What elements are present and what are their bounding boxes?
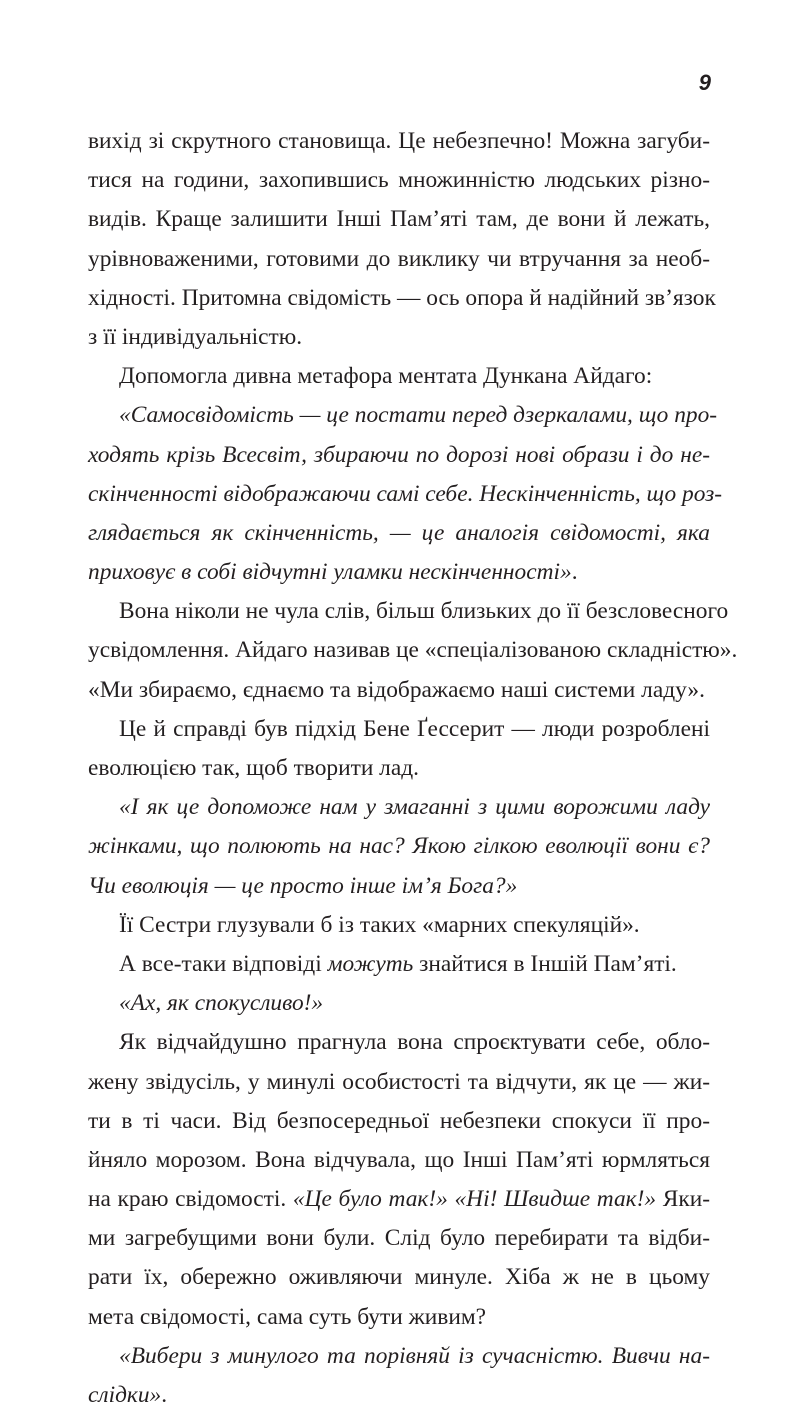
- text-line: [88, 357, 710, 396]
- text-line: [88, 279, 716, 318]
- text-line: [88, 710, 710, 749]
- text-segment: Її Сестри глузували б із таких «марних спекуляцій».: [119, 911, 640, 938]
- text-segment: хідності. Притомна свідомість — ось опора й надійний зв’язок: [88, 284, 716, 311]
- body-text: [88, 122, 738, 1415]
- italic-text: «Самосвідомість — це постати перед дзеркалами, що про-: [119, 402, 718, 429]
- text-line: [88, 553, 710, 592]
- text-line: [88, 749, 710, 788]
- italic-text: жінками, що полюють на нас? Якою гілкою еволюції вони є?: [88, 833, 710, 860]
- text-line: [88, 788, 710, 827]
- italic-text: скінченності відображаючи самі себе. Нескінченність, що роз-: [88, 480, 723, 507]
- text-segment: ти в ті часи. Від безпосередньої небезпеки спокуси її про-: [88, 1107, 710, 1134]
- text-segment: жену звідусіль, у минулі особистості та відчути, як це — жи-: [88, 1068, 710, 1095]
- text-segment: Як відчайдушно прагнула вона спроєктувати себе, обло-: [119, 1029, 710, 1056]
- text-line: [88, 1141, 710, 1180]
- text-line: [88, 514, 710, 553]
- text-segment: тися на години, захопившись множинністю людських різно-: [88, 167, 710, 194]
- italic-text: можуть: [327, 950, 414, 977]
- text-segment: йняло морозом. Вона відчувала, що Інші Пам’яті юрмляться: [88, 1146, 710, 1173]
- text-line: [88, 1298, 710, 1337]
- text-segment: .: [571, 559, 578, 586]
- text-segment: урівноваженими, готовими до виклику чи втручання за необ-: [88, 245, 710, 272]
- text-segment: Яки-: [656, 1186, 711, 1213]
- italic-text: «Ах, як спокусливо!»: [119, 990, 324, 1017]
- text-segment: ми загребущими вони були. Слід було перебирати та відби-: [88, 1225, 710, 1252]
- text-line: [88, 436, 710, 475]
- italic-text: «Вибери з минулого та порівняй із сучасністю. Вивчи на-: [119, 1342, 710, 1369]
- text-line: [88, 592, 729, 631]
- text-line: [88, 631, 738, 670]
- text-segment: вихід зі скрутного становища. Це небезпечно! Можна загуби-: [88, 128, 710, 154]
- text-line: [88, 1219, 710, 1258]
- text-line: [88, 827, 710, 866]
- text-segment: .: [161, 1382, 168, 1408]
- text-segment: еволюцією так, щоб творити лад.: [88, 755, 419, 781]
- text-line: [88, 1337, 710, 1376]
- italic-text: «Це було так!» «Ні! Швидше так!»: [292, 1186, 657, 1213]
- italic-text: Чи еволюція — це просто інше ім’я Бога?»: [88, 872, 518, 899]
- text-segment: видів. Краще залишити Інші Пам’яті там, де вони й лежать,: [88, 206, 710, 233]
- text-segment: Вона ніколи не чула слів, більш близьких до її безсловесного: [119, 598, 729, 625]
- text-line: [88, 867, 710, 906]
- text-segment: «Ми збираємо, єднаємо та відображаємо наші системи ладу».: [88, 676, 705, 703]
- text-line: [88, 906, 710, 945]
- text-line: [88, 945, 710, 984]
- text-line: [88, 396, 718, 435]
- italic-text: глядається як скінченність, — це аналогія свідомості, яка: [88, 519, 710, 546]
- text-segment: мета свідомості, сама суть бути живим?: [88, 1303, 487, 1330]
- text-line: [88, 240, 710, 279]
- text-segment: Допомогла дивна метафора ментата Дункана Айдаго:: [119, 363, 653, 390]
- text-line: [88, 200, 710, 239]
- italic-text: слідки»: [88, 1382, 162, 1408]
- text-line: [88, 161, 710, 200]
- text-segment: знайтися в Іншій Пам’яті.: [413, 950, 677, 977]
- italic-text: «І як це допоможе нам у змаганні з цими ворожими ладу: [119, 794, 710, 821]
- text-line: [88, 122, 710, 161]
- text-segment: рати їх, обережно оживляючи минуле. Хіба ж не в цьому: [88, 1264, 710, 1291]
- text-line: [88, 984, 710, 1023]
- text-segment: на краю свідомості.: [88, 1186, 293, 1213]
- text-segment: А все-таки відповіді: [119, 950, 328, 977]
- text-line: [88, 1258, 710, 1297]
- text-line: [88, 1023, 710, 1062]
- text-segment: з її індивідуальністю.: [88, 323, 303, 350]
- page-number: 9: [698, 70, 711, 95]
- text-segment: усвідомлення. Айдаго називав це «спеціалізованою складністю».: [88, 637, 738, 664]
- text-line: [88, 318, 710, 357]
- text-line: [88, 475, 723, 514]
- text-line: [88, 1102, 710, 1141]
- text-line: [88, 671, 710, 710]
- text-line: [88, 1063, 710, 1102]
- italic-text: приховує в собі відчутні уламки нескінченності»: [88, 559, 572, 586]
- italic-text: ходять крізь Всесвіт, збираючи по дорозі нові образи і до не-: [88, 441, 710, 468]
- text-line: [88, 1376, 710, 1415]
- text-segment: Це й справді був підхід Бене Ґессерит — люди розроблені: [119, 715, 710, 742]
